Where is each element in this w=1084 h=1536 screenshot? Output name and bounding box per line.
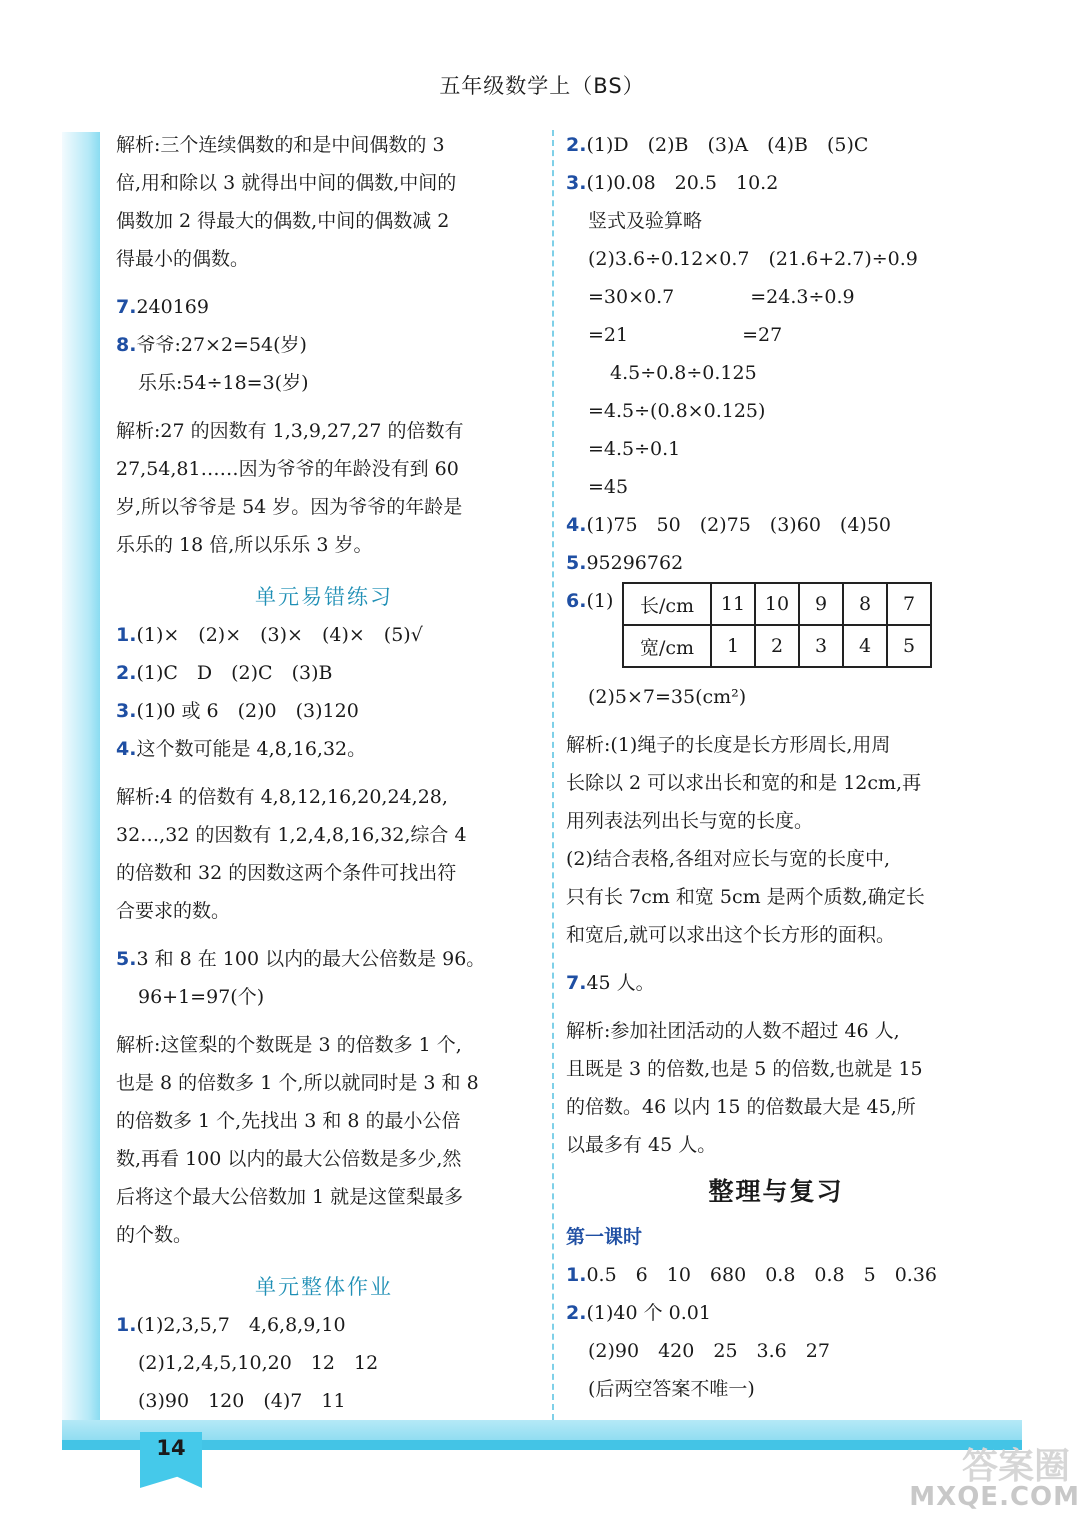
analysis-line: 的倍数多 1 个,先找出 3 和 8 的最小公倍 — [116, 1110, 461, 1132]
analysis-line: 只有长 7cm 和宽 5cm 是两个质数,确定长 — [566, 886, 925, 908]
answer-line — [116, 326, 532, 364]
table-cell: 10 — [755, 583, 799, 625]
answer-line: 竖式及验算略 — [588, 210, 703, 232]
answer-text: (1) — [586, 590, 614, 612]
analysis-line: 长除以 2 可以求出长和宽的和是 12cm,再 — [566, 772, 922, 794]
answer-text: (1)2,3,5,7 4,6,8,9,10 — [136, 1314, 346, 1336]
analysis-block — [116, 412, 532, 564]
answer-line: =4.5÷(0.8×0.125) — [588, 400, 766, 422]
answer-line — [116, 616, 532, 654]
answer-text: 45 人。 — [586, 972, 655, 994]
question-number: 3. — [566, 172, 587, 194]
table-row — [623, 583, 931, 625]
question-number: 5. — [566, 552, 587, 574]
analysis-line: 解析:参加社团活动的人数不超过 46 人, — [566, 1020, 900, 1042]
answer-line: =4.5÷0.1 — [588, 438, 681, 460]
question-number: 1. — [116, 624, 137, 646]
answer-text: (1)× (2)× (3)× (4)× (5)√ — [136, 624, 423, 646]
answer-line — [566, 164, 986, 202]
analysis-line: 的倍数。46 以内 15 的倍数最大是 45,所 — [566, 1096, 916, 1118]
question-number: 7. — [116, 296, 137, 318]
analysis-line: 且既是 3 的倍数,也是 5 的倍数,也就是 15 — [566, 1058, 923, 1080]
answer-line — [566, 582, 613, 620]
question-number: 1. — [116, 1314, 137, 1336]
section-title: 单元易错练习 — [255, 585, 393, 609]
answer-text: 0.5 6 10 680 0.8 0.8 5 0.36 — [586, 1264, 938, 1286]
analysis-line: 合要求的数。 — [116, 900, 231, 922]
q6-table-row — [566, 582, 986, 678]
left-column — [116, 126, 532, 1420]
analysis-line: 得最小的偶数。 — [116, 248, 250, 270]
analysis-block — [566, 726, 986, 954]
analysis-line: (2)结合表格,各组对应长与宽的长度中, — [566, 848, 890, 870]
table-header-cell: 宽/cm — [623, 625, 711, 667]
analysis-line: 解析:27 的因数有 1,3,9,27,27 的倍数有 — [116, 420, 464, 442]
question-number: 5. — [116, 948, 137, 970]
answer-line — [116, 654, 532, 692]
lesson-title: 第一课时 — [566, 1226, 643, 1248]
answer-line: (2)90 420 25 3.6 27 — [588, 1340, 830, 1362]
table-cell: 9 — [799, 583, 843, 625]
question-number: 2. — [566, 134, 587, 156]
analysis-block — [116, 126, 532, 278]
answer-line — [116, 288, 532, 326]
answer-text: 240169 — [136, 296, 209, 318]
analysis-line: 岁,所以爷爷是 54 岁。因为爷爷的年龄是 — [116, 496, 463, 518]
table-cell: 11 — [711, 583, 755, 625]
answer-line: (2)3.6÷0.12×0.7 (21.6+2.7)÷0.9 — [588, 248, 918, 270]
chapter-title: 整理与复习 — [708, 1177, 844, 1206]
question-number: 3. — [116, 700, 137, 722]
length-width-table — [622, 582, 932, 668]
analysis-block — [116, 1026, 532, 1254]
answer-line: (3)90 120 (4)7 11 — [138, 1390, 346, 1412]
watermark-url: MXQE.COM — [909, 1482, 1080, 1512]
question-number: 6. — [566, 590, 587, 612]
answer-line: (后两空答案不唯一) — [588, 1378, 755, 1400]
analysis-line: 也是 8 的倍数多 1 个,所以就同时是 3 和 8 — [116, 1072, 479, 1094]
question-number: 8. — [116, 334, 137, 356]
analysis-line: 的倍数和 32 的因数这两个条件可找出符 — [116, 862, 457, 884]
answer-line — [566, 1256, 986, 1294]
analysis-line: 的个数。 — [116, 1224, 193, 1246]
table-cell: 7 — [887, 583, 931, 625]
analysis-line: 解析:4 的倍数有 4,8,12,16,20,24,28, — [116, 786, 448, 808]
analysis-line: 倍,用和除以 3 就得出中间的偶数,中间的 — [116, 172, 457, 194]
answer-text: 这个数可能是 4,8,16,32。 — [136, 738, 367, 760]
answer-line — [116, 1306, 532, 1344]
answer-line — [116, 692, 532, 730]
table-cell: 5 — [887, 625, 931, 667]
table-cell: 1 — [711, 625, 755, 667]
analysis-line: 用列表法列出长与宽的长度。 — [566, 810, 814, 832]
analysis-line: 数,再看 100 以内的最大公倍数是多少,然 — [116, 1148, 462, 1170]
decorative-frame-left — [62, 132, 100, 1442]
answer-line: 乐乐:54÷18=3(岁) — [138, 372, 309, 394]
table-cell: 4 — [843, 625, 887, 667]
answer-line: =21 =27 — [588, 324, 783, 346]
answer-text: (1)0 或 6 (2)0 (3)120 — [136, 700, 359, 722]
analysis-block — [116, 778, 532, 930]
answer-text: 爷爷:27×2=54(岁) — [136, 334, 307, 356]
decorative-frame-line — [62, 1440, 1022, 1450]
answer-text: (1)0.08 20.5 10.2 — [586, 172, 779, 194]
answer-line — [566, 1294, 986, 1332]
question-number: 2. — [116, 662, 137, 684]
column-divider — [552, 130, 554, 1420]
watermark-logo-icon — [900, 1440, 1080, 1488]
answer-line — [566, 506, 986, 544]
answer-text: 95296762 — [586, 552, 684, 574]
analysis-line: 乐乐的 18 倍,所以乐乐 3 岁。 — [116, 534, 373, 556]
answer-text: 3 和 8 在 100 以内的最大公倍数是 96。 — [136, 948, 486, 970]
page-number: 14 — [156, 1436, 186, 1460]
answer-line — [116, 730, 532, 768]
page-header: 五年级数学上（BS） — [439, 74, 645, 98]
answer-line: =45 — [588, 476, 629, 498]
analysis-line: 解析:三个连续偶数的和是中间偶数的 3 — [116, 134, 445, 156]
question-number: 4. — [566, 514, 587, 536]
watermark-logo-text: 答案圈 — [961, 1446, 1070, 1487]
table-row — [623, 625, 931, 667]
answer-line — [566, 544, 986, 582]
answer-line — [566, 964, 986, 1002]
question-number: 1. — [566, 1264, 587, 1286]
answer-line — [566, 126, 986, 164]
answer-line — [116, 940, 532, 978]
analysis-line: 偶数加 2 得最大的偶数,中间的偶数减 2 — [116, 210, 450, 232]
table-header-cell: 长/cm — [623, 583, 711, 625]
answer-line: 4.5÷0.8÷0.125 — [610, 362, 757, 384]
analysis-line: 后将这个最大公倍数加 1 就是这筐梨最多 — [116, 1186, 464, 1208]
table-cell: 3 — [799, 625, 843, 667]
answer-text: (1)C D (2)C (3)B — [136, 662, 333, 684]
answer-line: (2)1,2,4,5,10,20 12 12 — [138, 1352, 379, 1374]
section-title: 单元整体作业 — [255, 1275, 393, 1299]
answer-text: (1)D (2)B (3)A (4)B (5)C — [586, 134, 869, 156]
analysis-line: 以最多有 45 人。 — [566, 1134, 717, 1156]
analysis-line: 27,54,81……因为爷爷的年龄没有到 60 — [116, 458, 459, 480]
right-column — [566, 126, 986, 1408]
analysis-line: 和宽后,就可以求出这个长方形的面积。 — [566, 924, 896, 946]
table-cell: 8 — [843, 583, 887, 625]
answer-text: (1)75 50 (2)75 (3)60 (4)50 — [586, 514, 891, 536]
answer-line: 96+1=97(个) — [138, 986, 265, 1008]
question-number: 7. — [566, 972, 587, 994]
analysis-line: 解析:这筐梨的个数既是 3 的倍数多 1 个, — [116, 1034, 462, 1056]
answer-line: (2)5×7=35(cm²) — [588, 686, 747, 708]
analysis-line: 32…,32 的因数有 1,2,4,8,16,32,综合 4 — [116, 824, 467, 846]
answer-line: =30×0.7 =24.3÷0.9 — [588, 286, 855, 308]
analysis-line: 解析:(1)绳子的长度是长方形周长,用周 — [566, 734, 891, 756]
analysis-block — [566, 1012, 986, 1164]
table-cell: 2 — [755, 625, 799, 667]
question-number: 4. — [116, 738, 137, 760]
answer-text: (1)40 个 0.01 — [586, 1302, 711, 1324]
question-number: 2. — [566, 1302, 587, 1324]
